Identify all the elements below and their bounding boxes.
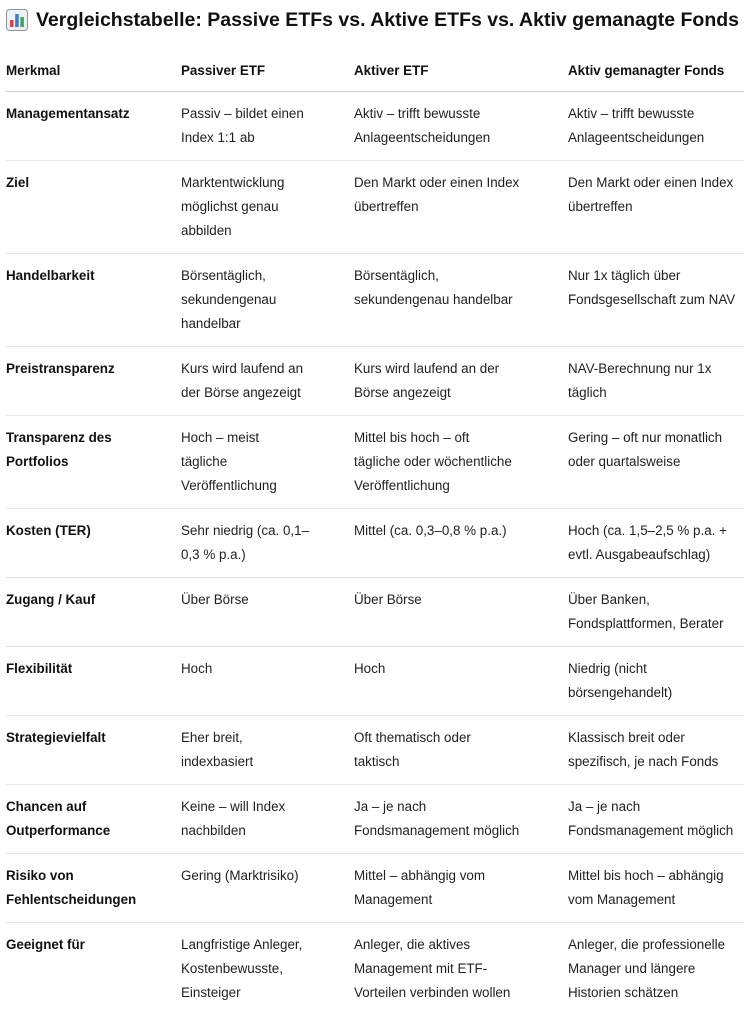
row-label: Risiko von Fehlentscheidungen: [6, 854, 181, 923]
table-cell: Passiv – bildet einen Index 1:1 ab: [181, 92, 354, 161]
table-cell: Anleger, die aktives Management mit ETF- Vorteilen verbinden wollen: [354, 937, 511, 1000]
table-cell: Mittel bis hoch – oft tägliche oder wöchentliche Veröffentlichung: [354, 416, 568, 509]
table-row: [6, 923, 744, 1015]
row-label: Kosten (TER): [6, 509, 181, 578]
table-cell: Börsentäglich, sekundengenau handelbar: [354, 254, 568, 347]
table-row: [6, 254, 744, 347]
header-aktiver-etf: Aktiver ETF: [354, 50, 568, 92]
table-cell: Den Markt oder einen Index übertreffen: [354, 161, 568, 254]
table-cell: Klassisch breit oder spezifisch, je nach Fonds: [568, 716, 744, 785]
table-cell: Marktentwicklung möglichst genau abbilden: [181, 161, 354, 254]
table-cell: Hoch (ca. 1,5–2,5 % p.a. + evtl. Ausgabeaufschlag): [568, 509, 744, 578]
table-cell: Den Markt oder einen Index übertreffen: [568, 161, 744, 254]
table-row: [6, 578, 744, 647]
table-cell: Niedrig (nicht börsengehandelt): [568, 647, 744, 716]
table-cell: Anleger, die professionelle Manager und längere Historien schätzen: [568, 937, 726, 1000]
table-cell: Über Banken, Fondsplattformen, Berater: [568, 578, 744, 647]
row-label: Geeignet für: [6, 937, 85, 952]
row-label: Managementansatz: [6, 92, 181, 161]
row-label: Zugang / Kauf: [6, 578, 181, 647]
table-row: [6, 347, 744, 416]
header-passiver-etf: Passiver ETF: [181, 50, 354, 92]
header-aktiv-gemanagter-fonds: Aktiv gemanagter Fonds: [568, 50, 744, 92]
table-row: [6, 509, 744, 578]
table-cell: Hoch: [181, 647, 354, 716]
row-label: Flexibilität: [6, 647, 181, 716]
table-cell: Aktiv – trifft bewusste Anlageentscheidungen: [568, 92, 744, 161]
table-cell: Eher breit, indexbasiert: [181, 716, 354, 785]
row-label: Strategievielfalt: [6, 716, 181, 785]
table-cell: Aktiv – trifft bewusste Anlageentscheidungen: [354, 92, 568, 161]
table-row: [6, 416, 744, 509]
table-cell: Sehr niedrig (ca. 0,1– 0,3 % p.a.): [181, 509, 354, 578]
table-cell: Ja – je nach Fondsmanagement möglich: [354, 785, 568, 854]
table-cell: Über Börse: [181, 578, 354, 647]
row-label: Chancen auf Outperformance: [6, 785, 181, 854]
table-cell: Oft thematisch oder taktisch: [354, 716, 568, 785]
bar-chart-icon: [6, 9, 28, 31]
table-cell: Ja – je nach Fondsmanagement möglich: [568, 785, 744, 854]
page-title: [6, 6, 739, 34]
table-cell: Mittel bis hoch – abhängig vom Management: [568, 854, 744, 923]
table-cell: Hoch: [354, 647, 568, 716]
table-row: [6, 716, 744, 785]
row-label: Preistransparenz: [6, 347, 181, 416]
table-cell: Kurs wird laufend an der Börse angezeigt: [181, 347, 354, 416]
table-row: [6, 92, 744, 161]
table-row: [6, 647, 744, 716]
table-cell: Mittel (ca. 0,3–0,8 % p.a.): [354, 509, 568, 578]
title-text: Vergleichstabelle: Passive ETFs vs. Aktive ETFs vs. Aktiv gemanagte Fonds: [36, 8, 739, 31]
comparison-table: [6, 50, 744, 1015]
table-cell: Keine – will Index nachbilden: [181, 785, 354, 854]
header-row: [6, 50, 744, 92]
table-row: [6, 854, 744, 923]
table-cell: Börsentäglich, sekundengenau handelbar: [181, 254, 354, 347]
row-label: Ziel: [6, 161, 181, 254]
row-label: Transparenz des Portfolios: [6, 416, 181, 509]
table-cell: Langfristige Anleger, Kostenbewusste, Einsteiger: [181, 937, 303, 1000]
header-merkmal: Merkmal: [6, 50, 181, 92]
table-cell: NAV-Berechnung nur 1x täglich: [568, 347, 744, 416]
table-cell: Nur 1x täglich über Fondsgesellschaft zum NAV: [568, 254, 744, 347]
table-cell: Kurs wird laufend an der Börse angezeigt: [354, 347, 568, 416]
table-cell: Hoch – meist tägliche Veröffentlichung: [181, 416, 354, 509]
row-label: Handelbarkeit: [6, 254, 181, 347]
table-row: [6, 785, 744, 854]
table-cell: Gering (Marktrisiko): [181, 854, 354, 923]
table-cell: Gering – oft nur monatlich oder quartalsweise: [568, 416, 744, 509]
table-cell: Über Börse: [354, 578, 568, 647]
table-cell: Mittel – abhängig vom Management: [354, 854, 568, 923]
table-row: [6, 161, 744, 254]
